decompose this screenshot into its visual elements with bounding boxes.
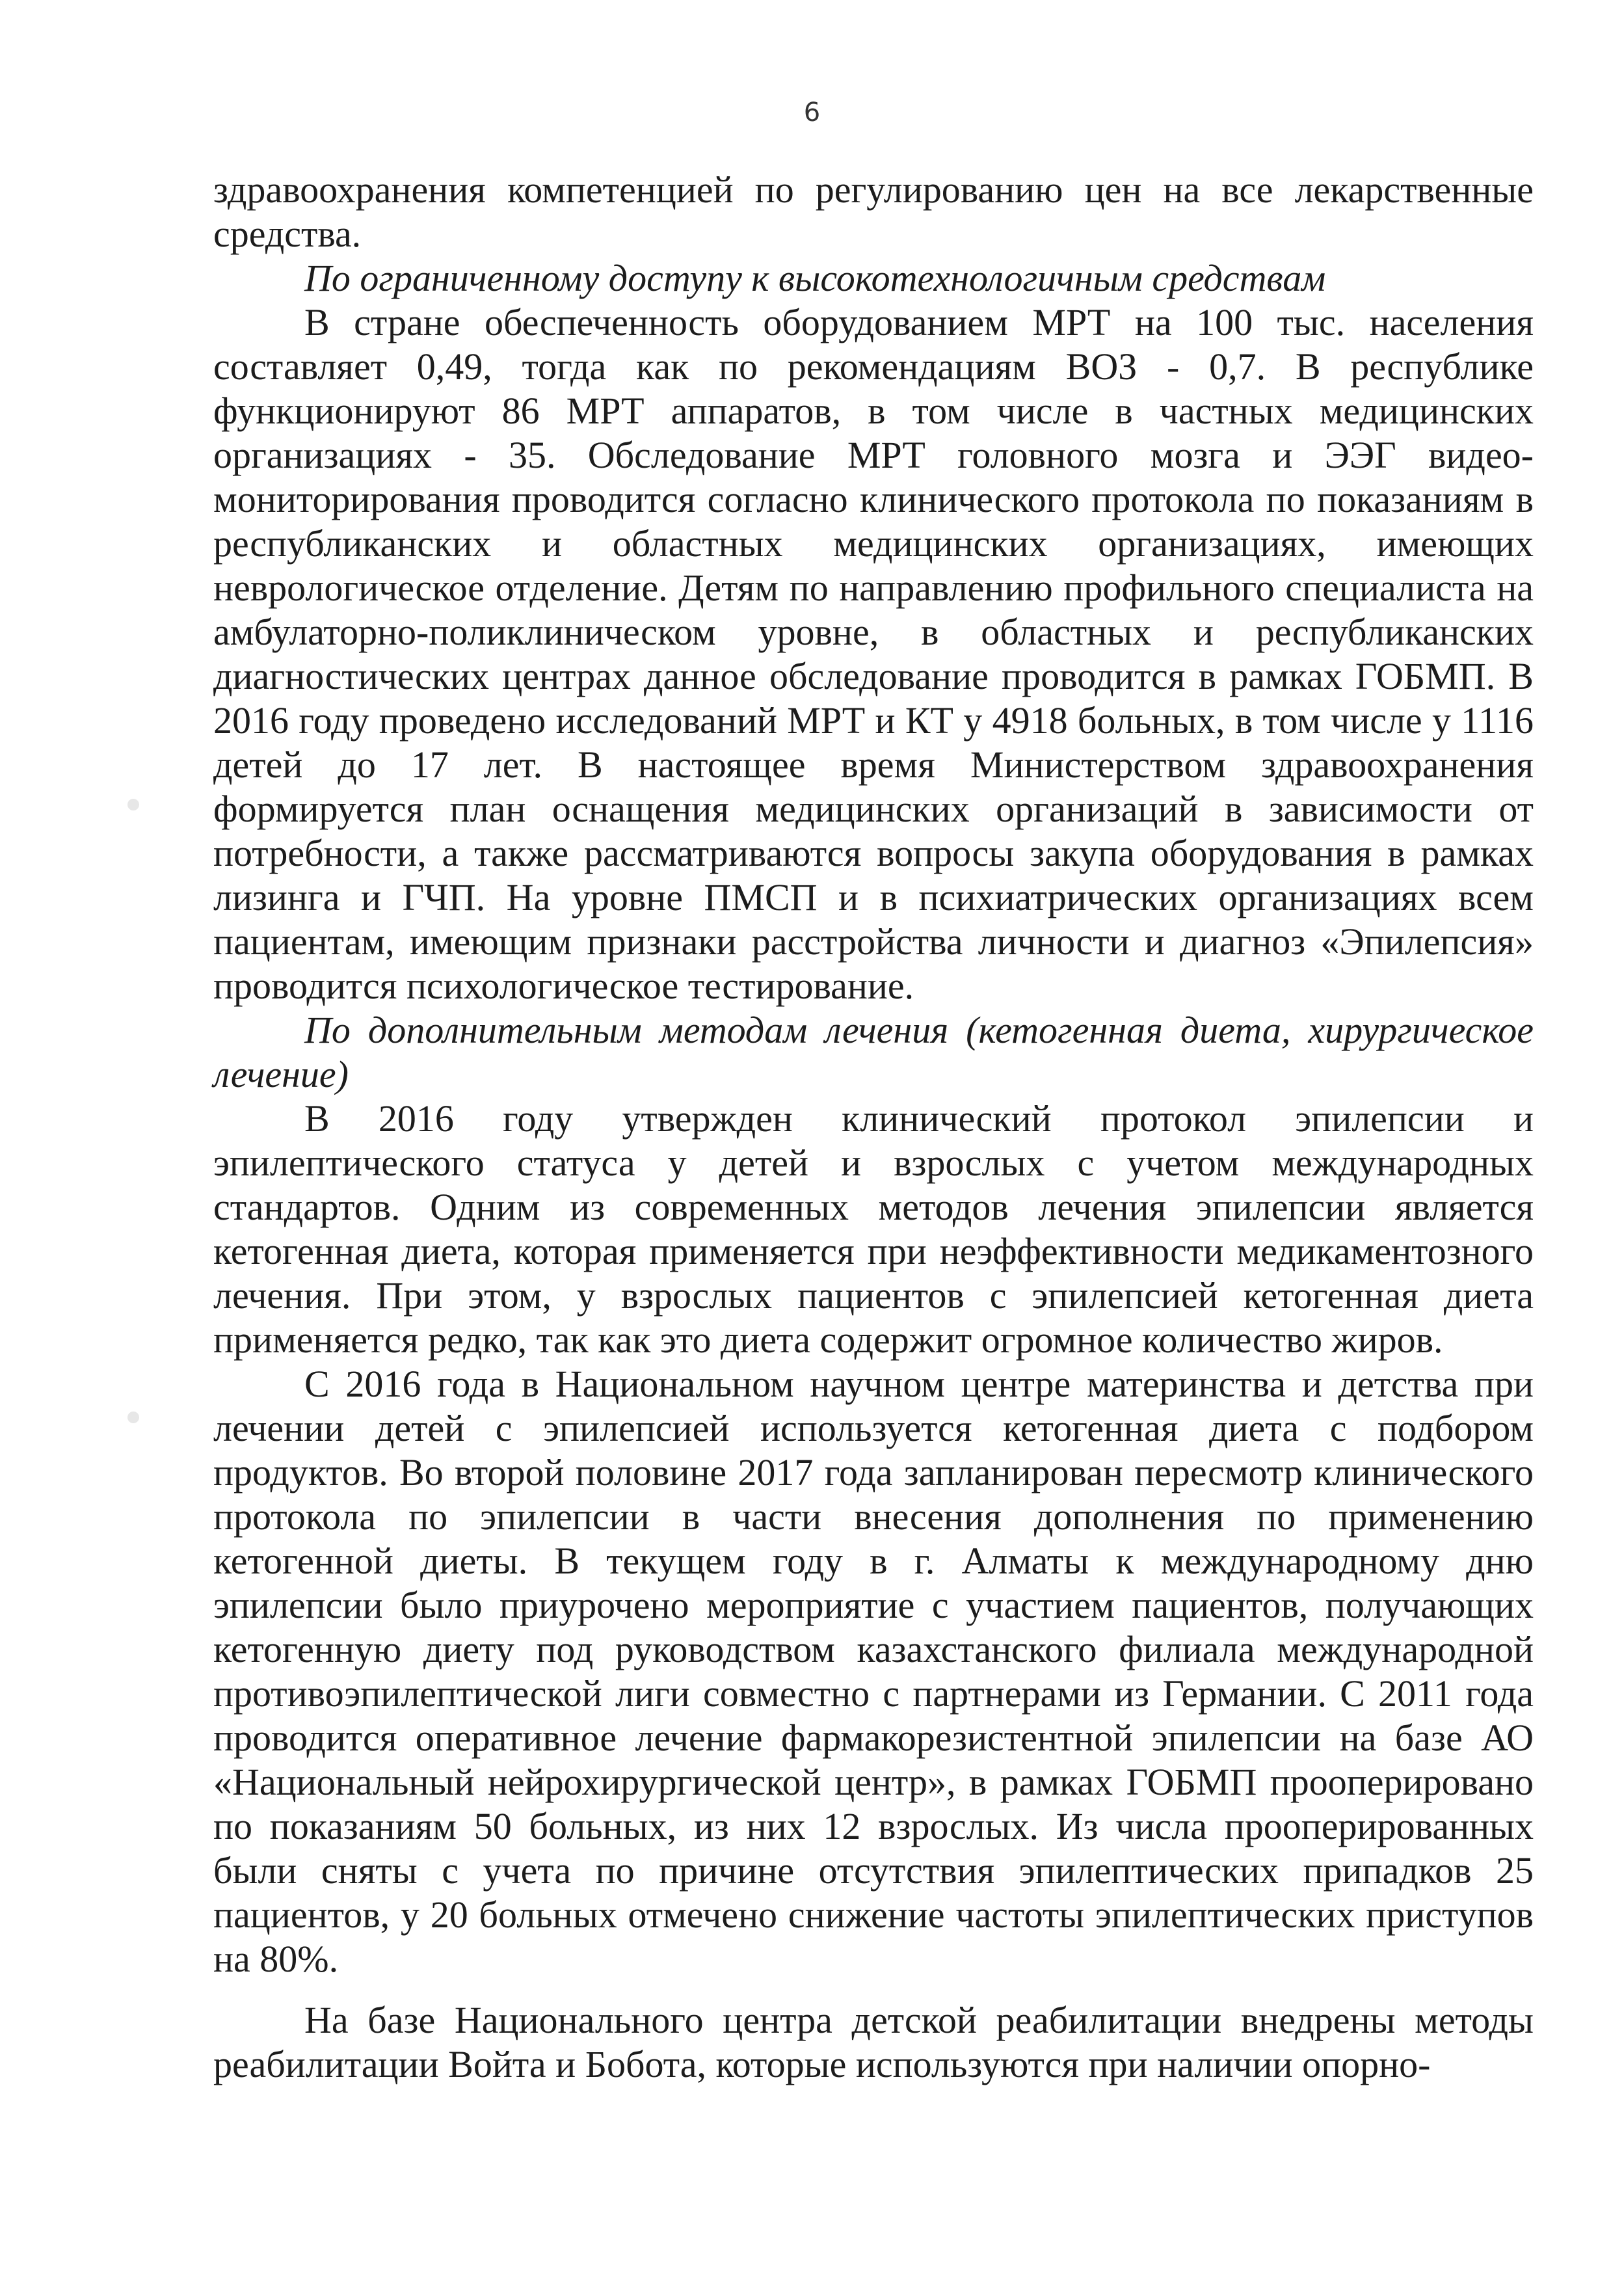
- scan-artifact: [127, 1412, 139, 1423]
- paragraph-rehabilitation: На базе Национального центра детской реабилитации внедрены методы реабилитации Войта и Бобота, которые используются при наличии опорно-: [213, 1999, 1534, 2085]
- paragraph-continuation: здравоохранения компетенцией по регулированию цен на все лекарственные средства.: [213, 168, 1534, 255]
- document-body: [213, 168, 1534, 2087]
- section-heading-additional-treatment: По дополнительным методам лечения (кетогенная диета, хирургическое лечение): [213, 1009, 1534, 1095]
- page-number: 6: [803, 98, 821, 127]
- paragraph-clinical-protocol: В 2016 году утвержден клинический протокол эпилепсии и эпилептического статуса у детей и взрослых с учетом международных стандартов. Одним из современных методов лечения эпилепсии является кетогенная диета, которая применяется при неэффективности медикаментозного лечения. При этом, у взрослых пациентов с эпилепсией кетогенная диета применяется редко, так как это диета содержит огромное количество жиров.: [213, 1097, 1534, 1361]
- paragraph-mri-equipment: В стране обеспеченность оборудованием МРТ на 100 тыс. населения составляет 0,49, тогда как по рекомендациям ВОЗ - 0,7. В республике функционируют 86 МРТ аппаратов, в том числе в частных медицинских организациях - 35. Обследование МРТ головного мозга и ЭЭГ видео-мониторирования проводится согласно клинического протокола по показаниям в республиканских и областных медицинских организациях, имеющих неврологическое отделение. Детям по направлению профильного специалиста на амбулаторно-поликлиническом уровне, в областных и республиканских диагностических центрах данное обследование проводится в рамках ГОБМП. В 2016 году проведено исследований МРТ и КТ у 4918 больных, в том числе у 1116 детей до 17 лет. В настоящее время Министерством здравоохранения формируется план оснащения медицинских организаций в зависимости от потребности, а также рассматриваются вопросы закупа оборудования в рамках лизинга и ГЧП. На уровне ПМСП и в психиатрических организациях всем пациентам, имеющим признаки расстройства личности и диагноз «Эпилепсия» проводится психологическое тестирование.: [213, 301, 1534, 1007]
- paragraph-ketogenic-diet-center: С 2016 года в Национальном научном центре материнства и детства при лечении детей с эпилепсией используется кетогенная диета с подбором продуктов. Во второй половине 2017 года запланирован пересмотр клинического протокола по эпилепсии в части внесения дополнения по применению кетогенной диеты. В текущем году в г. Алматы к международному дню эпилепсии было приурочено мероприятие с участием пациентов, получающих кетогенную диету под руководством казахстанского филиала международной противоэпилептической лиги совместно с партнерами из Германии. С 2011 года проводится оперативное лечение фармакорезистентной эпилепсии на базе АО «Национальный нейрохирургической центр», в рамках ГОБМП прооперировано по показаниям 50 больных, из них 12 взрослых. Из числа прооперированных были сняты с учета по причине отсутствия эпилептических припадков 25 пациентов, у 20 больных отмечено снижение частоты эпилептических приступов на 80%.: [213, 1363, 1534, 1980]
- section-heading-high-tech-access: По ограниченному доступу к высокотехнологичным средствам: [304, 257, 1326, 299]
- scan-artifact: [127, 799, 139, 810]
